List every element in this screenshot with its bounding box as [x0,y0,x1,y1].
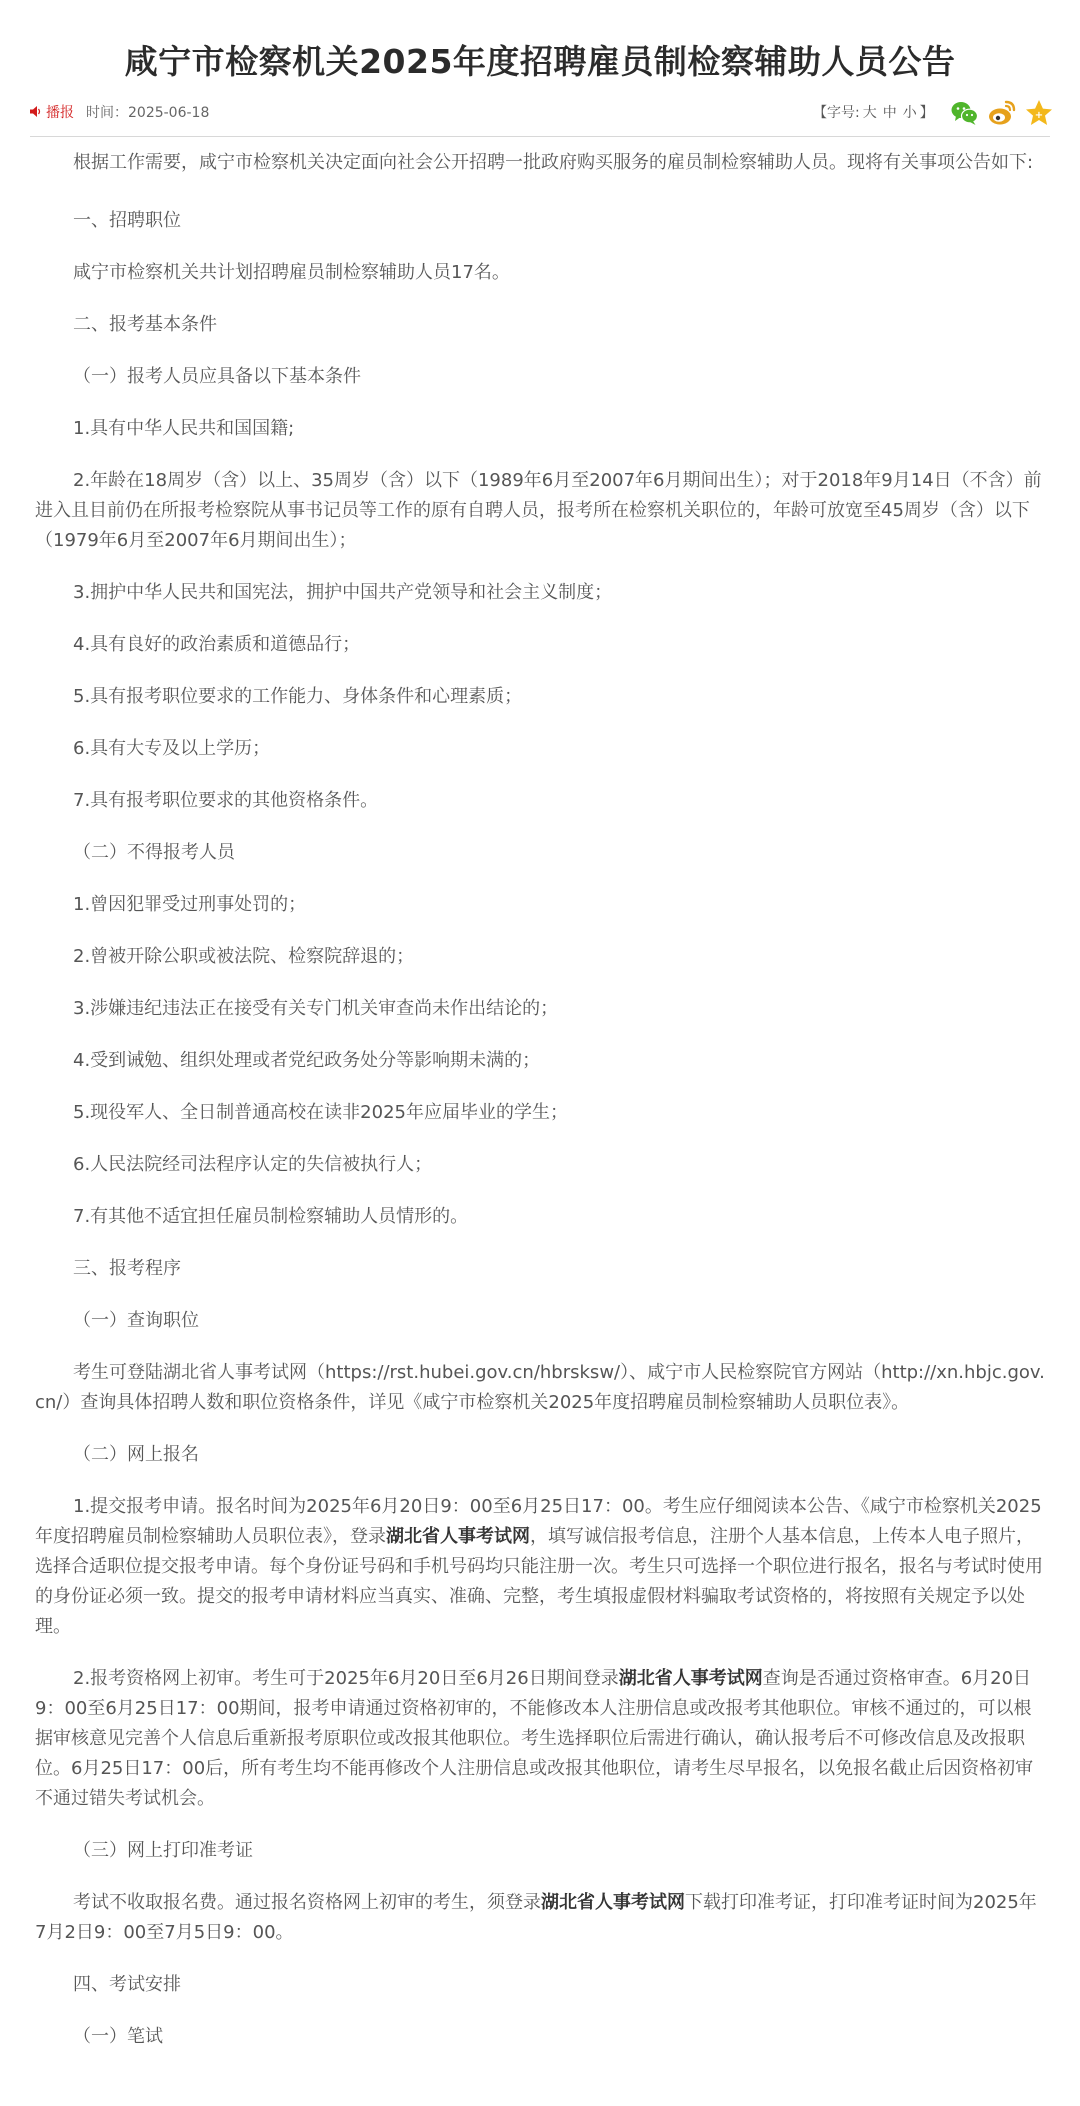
section-3-subheading-2: （二）网上报名 [73,1444,199,1465]
section-2-subheading-2: （二）不得报考人员 [73,842,235,863]
query-position-paragraph: 考生可登陆湖北省人事考试网（https://rst.hubei.gov.cn/hbrsksw/）、咸宁市人民检察院官方网站（http://xn.hbjc.gov.cn/）查询具体招聘人数和职位资格条件，详见《咸宁市检察机关2025年度招聘雇员制检察辅助人员职位表》。 [35,1362,1045,1413]
section-1-heading: 一、招聘职位 [73,210,181,231]
requirement-4: 4.具有良好的政治素质和道德品行； [73,634,361,655]
article-body [35,148,1047,2052]
exclusion-5: 5.现役军人、全日制普通高校在读非2025年应届毕业的学生； [73,1102,568,1123]
print-text-1: 考试不收取报名费。通过报名资格网上初审的考生，须登录 [73,1892,541,1913]
review-text-1: 2.报考资格网上初审。考生可于2025年6月20日至6月26日期间登录 [73,1668,619,1689]
speaker-icon [30,106,42,117]
font-size-medium[interactable]: 中 [882,105,897,121]
exclusion-4: 4.受到诫勉、组织处理或者党纪政务处分等影响期未满的； [73,1050,541,1071]
exclusion-6: 6.人民法院经司法程序认定的失信被执行人； [73,1154,433,1175]
intro-paragraph: 根据工作需要，咸宁市检察机关决定面向社会公开招聘一批政府购买服务的雇员制检察辅助人员。现将有关事项公告如下: [73,152,1034,173]
section-2-subheading-1: （一）报考人员应具备以下基本条件 [73,366,361,387]
broadcast-button[interactable] [30,102,74,122]
exclusion-1: 1.曾因犯罪受过刑事处罚的； [73,894,307,915]
requirement-1: 1.具有中华人民共和国国籍; [73,418,295,439]
article-title: 咸宁市检察机关2025年度招聘雇员制检察辅助人员公告 [124,42,956,81]
review-text-2: 查询是否通过资格审查。6月20日9：00至6月25日17：00期间，报考申请通过资格初审的，不能修改本人注册信息或改报考其他职位。审核不通过的，可以根据审核意见完善个人信息后重新报考原职位或改报其他职位。考生选择职位后需进行确认，确认报考后不可修改信息及改报职位。6月25日17：00后，所有考生均不能再修改个人注册信息或改报其他职位，请考生尽早报名，以免报名截止后因资格初审不通过错失考试机会。 [35,1668,1034,1809]
publish-date: 2025-06-18 [128,105,210,121]
section-2-heading: 二、报考基本条件 [73,314,217,335]
font-size-small[interactable]: 小 [902,105,917,121]
requirement-2: 2.年龄在18周岁（含）以上、35周岁（含）以下（1989年6月至2007年6月期间出生）；对于2018年9月14日（不含）前进入且目前仍在所报考检察院从事书记员等工作的原有自聘人员，报考所在检察机关职位的，年龄可放宽至45周岁（含）以下（1979年6月至2007年6月期间出生）； [35,470,1042,551]
favorite-star-icon[interactable] [1024,98,1054,128]
requirement-6: 6.具有大专及以上学历； [73,738,271,759]
exam-site-name: 湖北省人事考试网 [386,1526,530,1547]
requirement-7: 7.具有报考职位要求的其他资格条件。 [73,790,379,811]
article-meta-bar [0,98,1080,128]
section-1-text: 咸宁市检察机关共计划招聘雇员制检察辅助人员17名。 [73,262,510,283]
svg-text:+: + [1034,110,1044,121]
exam-site-name: 湖北省人事考试网 [541,1892,685,1913]
font-size-suffix: 】 [919,105,934,121]
font-size-prefix: 【字号: [813,105,860,121]
exclusion-3: 3.涉嫌违纪违法正在接受有关专门机关审查尚未作出结论的； [73,998,559,1019]
qualification-review-paragraph [35,1664,1047,1814]
exam-site-name: 湖北省人事考试网 [618,1668,763,1689]
broadcast-label: 播报 [46,105,74,121]
time-label: 时间： [86,105,128,121]
print-ticket-paragraph [35,1888,1047,1948]
weibo-icon[interactable] [987,98,1017,128]
submit-text-2: ，填写诚信报考信息，注册个人基本信息，上传本人电子照片，选择合适职位提交报考申请。每个身份证号码和手机号码均只能注册一次。考生只可选择一个职位进行报名，报名与考试时使用的身份证必须一致。提交的报考申请材料应当真实、准确、完整，考生填报虚假材料骗取考试资格的，将按照有关规定予以处理。 [35,1526,1043,1637]
submit-application-paragraph [35,1492,1047,1642]
section-3-heading: 三、报考程序 [73,1258,181,1279]
section-3-subheading-3: （三）网上打印准考证 [73,1840,253,1861]
exclusion-7: 7.有其他不适宜担任雇员制检察辅助人员情形的。 [73,1206,469,1227]
font-size-switcher [813,102,934,122]
exclusion-2: 2.曾被开除公职或被法院、检察院辞退的； [73,946,415,967]
requirement-5: 5.具有报考职位要求的工作能力、身体条件和心理素质； [73,686,523,707]
section-4-subheading-1: （一）笔试 [73,2026,163,2047]
section-3-subheading-1: （一）查询职位 [73,1310,199,1331]
submit-text-1: 1.提交报考申请。报名时间为2025年6月20日9：00至6月25日17：00。考生应仔细阅读本公告、《咸宁市检察机关2025年度招聘雇员制检察辅助人员职位表》，登录 [35,1496,1042,1547]
print-text-2: 下载打印准考证，打印准考证时间为2025年7月2日9：00至7月5日9：00。 [35,1892,1037,1943]
wechat-icon[interactable] [950,98,980,128]
requirement-3: 3.拥护中华人民共和国宪法，拥护中国共产党领导和社会主义制度； [73,582,613,603]
header-divider [30,136,1050,137]
section-4-heading: 四、考试安排 [73,1974,181,1995]
publish-time [86,102,209,122]
font-size-large[interactable]: 大 [862,105,877,121]
